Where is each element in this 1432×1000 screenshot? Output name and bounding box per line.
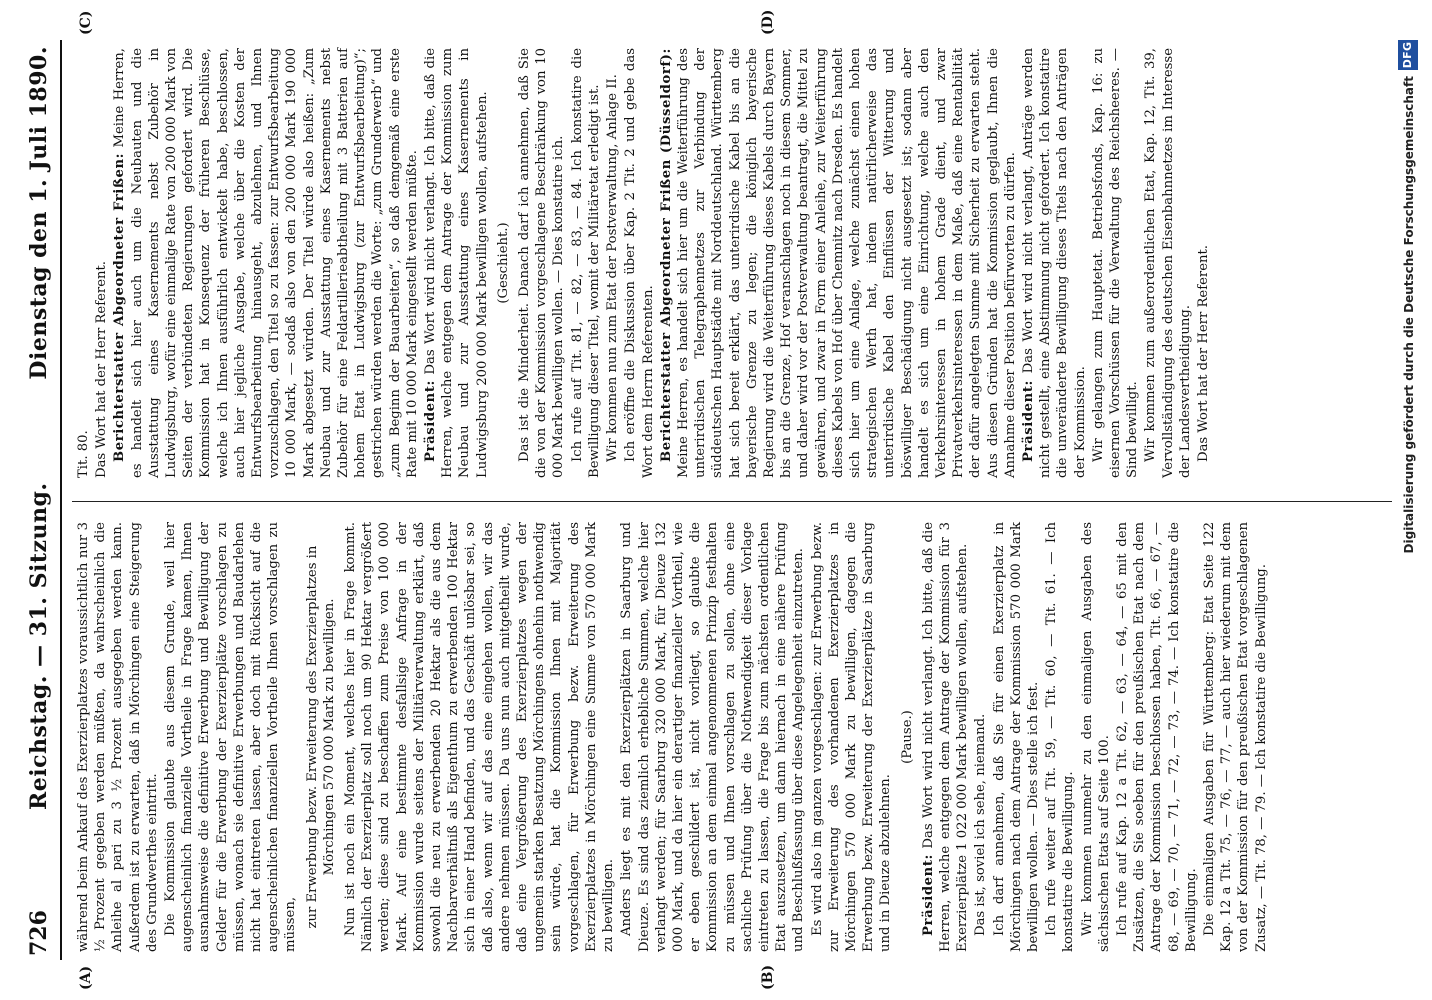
paragraph: (Pause.) — [899, 710, 915, 764]
page-number: 726 — [26, 910, 52, 956]
running-header — [18, 40, 62, 960]
paragraph: Ich eröffne die Diskussion über Kap. 2 Tit. 2 und gebe das Wort dem Herrn Referenten. — [623, 48, 656, 478]
paragraph: Anders liegt es mit den Exerzierplätzen in Saarburg und Dieuze. Es sind das ziemlich erhebliche Summen, welche hier verlangt werden; für Saarburg 320 000 Mark, für Dieuze 132 000 Mark, und da hier ein derartiger finanzieller Vortheil, wie er eben geschildert ist, nicht vorliegt, so glaubte die Kommission an dem einmal angenommenen Prinzip festhalten zu müssen und Ihnen vorschlagen zu sollen, ohne eine sachliche Prüfung über die Nothwendigkeit dieser Vorlage eintreten zu lassen, die Frage bis zum nächsten ordentlichen Etat auszusetzen, um dann hiernach in eine nähere Prüfung und Beschlußfassung über diese Angelegenheit einzutreten. — [619, 522, 807, 952]
paragraph: Die Kommission glaubte aus diesem Grunde, weil hier augenscheinlich finanzielle Vortheile in Frage kamen, Ihnen ausnahmsweise die definitive Erwerbung und Bewilligung der Gelder für die Erwerbung der Exerzierplätze vorschlagen zu müssen, wonach sie definitive Erwerbungen und Baudarlehen nicht hat eintreten lassen, aber doch mit Rücksicht auf die augenscheinlichen finanziellen Vortheile Ihnen vorschlagen zu müssen, — [163, 522, 299, 952]
paragraph: Das ist, soviel ich sehe, niemand. — [973, 713, 989, 936]
paragraph: Die einmaligen Ausgaben für Württemberg: Etat Seite 122 Kap. 12 a Tit. 75, — 76, — 77, — auch hier wiederum mit dem von der Kommission für den preußischen Etat vorgeschlagenen Zusatz, — Tit. 78, — 79. — Ich konstatire die Bewilligung. — [1202, 522, 1269, 952]
speaker-name: Präsident: — [920, 853, 936, 936]
margin-mark-b: (B) — [760, 964, 776, 990]
left-text-column — [75, 522, 1271, 952]
margin-mark-d: (D) — [760, 9, 776, 35]
speaker-name: Präsident: — [1020, 379, 1036, 462]
session-date: Dienstag den 1. Juli 1890. — [26, 46, 52, 380]
speaker-paragraph: Präsident: Das Wort wird nicht verlangt, Anträge werden nicht gestellt, eine Abstimmung nicht gefordert. Ich konstatire die unveränderte Bewilligung dieses Titels nach den Anträgen der Kommission. — [1020, 48, 1088, 478]
speaker-paragraph: Präsident: Das Wort wird nicht verlangt. Ich bitte, daß die Herren, welche entgegen dem Antrage der Kommission zum Neubau und zur Ausstattung eines Kasernements in Ludwigsburg 200 000 Mark bewilligen wollen, aufstehen. — [423, 48, 490, 478]
paragraph: während beim Ankauf des Exerzierplatzes voraussichtlich nur 3 ½ Prozent gegeben werden müßten, da wahrscheinlich die Anleihe al pari zu 3 ½ Prozent ausgegeben werden kann. Außerdem ist zu erwarten, daß in Mörchingen eine Steigerung des Grundwerthes eintritt. — [76, 522, 160, 952]
paragraph: Ich rufe auf Tit. 81, — 82, — 83, — 84. Ich konstatire die Bewilligung dieser Titel, womit der Militäretat erledigt ist. — [569, 48, 602, 478]
speaker-paragraph: Berichterstatter Abgeordneter Frißen: Meine Herren, es handelt sich hier auch um die Neubauten und die Ausstattung eines Kasernements nebst Zubehör in Ludwigsburg, wofür eine einmalige Rate von 200 000 Mark von Seiten der verbündeten Regierungen gefordert wird. Die Kommission hat in Konsequenz der früheren Beschlüsse, welche ich Ihnen ausführlich entwickelt habe, beschlossen, auch hier jegliche Ausgabe, welche über die Kosten der Entwurfsbearbeitung hinausgeht, abzulehnen, und Ihnen vorzuschlagen, den Titel so zu fassen: zur Entwurfsbearbeitung 10 000 Mark, — sodaß also von den 200 000 Mark 190 000 Mark abgesetzt würden. Der Titel würde also heißen: „Zum Neubau und zur Ausstattung eines Kasernements nebst Zubehör für eine Feldartillerieabtheilung mit 3 Batterien auf hohem Etat in Ludwigsburg (zur Entwurfsbearbeitung)“; gestrichen würden werden die Worte: „zum Grunderwerb“ und „zum Beginn der Bauarbeiten“, so daß demgemäß eine erste Rate mit 10 000 Mark eingestellt werden müßte. — [112, 48, 420, 478]
speaker-paragraph: Präsident: Das Wort wird nicht verlangt. Ich bitte, daß die Herren, welche entgegen dem Antrage der Kommission für 3 Exerzierplätze 1 022 000 Mark bewilligen wollen, aufstehen. — [920, 522, 971, 952]
paragraph: (Geschieht.) — [495, 222, 511, 304]
paragraph: Tit. 80. — [76, 430, 91, 478]
margin-mark-a: (A) — [78, 965, 94, 990]
digitization-note: Digitalisierung gefördert durch die Deutsche Forschungsgemeinschaft — [1402, 76, 1416, 554]
digitization-footer — [1398, 40, 1422, 960]
speaker-name: Berichterstatter Abgeordneter Frißen: — [112, 152, 128, 462]
paragraph: Nun ist noch ein Moment, welches hier in Frage kommt. Nämlich der Exerzierplatz soll noch um 90 Hektar vergrößert werden; diese sind zu beschaffen zum Preise von 100 000 Mark. Auf eine bestimmte desfallsige Anfrage in der Kommission wurde seitens der Militärverwaltung erklärt, daß sowohl die neu zu erwerbenden 20 Hektar als die aus dem Nachbarverhältniß als Eigenthum zu erwerbenden 100 Hektar sich in einer Hand befinden, und das Geschäft unlösbar sei, so daß also, wenn wir auf das eine eingehen wollen, wir das andere nehmen müssen. Da uns nun auch mitgetheilt wurde, daß eine Vergrößerung des Exerzierplatzes wegen der ungemein starken Besatzung Mörchingens ohnehin nothwendig sein würde, hat die Kommission Ihnen mit Majorität vorgeschlagen, für Erwerbung bezw. Erweiterung des Exerzierplatzes in Mörchingen eine Summe von 570 000 Mark zu bewilligen. — [343, 522, 617, 952]
right-text-column — [75, 48, 1213, 478]
paragraph: Ich darf annehmen, daß Sie für einen Exerzierplatz in Mörchingen nach dem Antrage der Kommission 570 000 Mark bewilligen wollen. — Dies stelle ich fest. — [991, 522, 1041, 952]
paragraph: Wir kommen zum außerordentlichen Etat, Kap. 12, Tit. 39, Vervollständigung des deutschen Eisenbahnnetzes im Interesse der Landesvertheidigung. — [1143, 48, 1193, 478]
paragraph: Wir kommen nunmehr zu den einmaligen Ausgaben des sächsischen Etats auf Seite 100. — [1079, 522, 1112, 952]
column-divider — [72, 501, 1392, 502]
session-title: Reichstag. — 31. Sitzung. — [26, 482, 52, 810]
paragraph: Wir gelangen zum Hauptetat. Betriebsfonds, Kap. 16: zu eisernen Vorschüssen für die Verwaltung des Reichsheeres. — Sind bewilligt. — [1090, 48, 1141, 478]
speaker-name: Präsident: — [423, 379, 439, 462]
paragraph: Wir kommen nun zum Etat der Postverwaltung, Anlage II. — [605, 74, 621, 462]
paragraph: Das Wort hat der Herr Referent. — [94, 261, 110, 478]
paragraph: Ich rufe auf Kap. 12 a Tit. 62, — 63, — 64, — 65 mit den Zusätzen, die Sie soeben für den preußischen Etat nach dem Antrage der Kommission beschlossen haben, Tit. 66, — 67, — 68, — 69, — 70, — 71, — 72, — 73, — 74. — Ich konstatire die Bewilligung. — [1114, 522, 1199, 952]
margin-mark-c: (C) — [78, 10, 94, 35]
paragraph: zur Erwerbung bezw. Erweiterung des Exerzierplatzes in Mörchingen 570 000 Mark zu bewilligen. — [304, 545, 337, 929]
paragraph: Das Wort hat der Herr Referent. — [1196, 245, 1211, 462]
paragraph: Es wird also im ganzen vorgeschlagen: zur Erwerbung bezw. zur Erweiterung des vorhandenen Exerzierplatzes in Mörchingen 570 000 Mark zu bewilligen, dagegen die Erwerbung bezw. Erweiterung der Exerzierplätze in Saarburg und in Dieuze abzulehnen. — [809, 522, 894, 952]
dfg-logo: DFG — [1398, 40, 1418, 70]
paragraph: Ich rufe weiter auf Tit. 59, — Tit. 60, — Tit. 61. — Ich konstatire die Bewilligung. — [1044, 522, 1077, 952]
paragraph: Das ist die Minderheit. Danach darf ich annehmen, daß Sie die von der Kommission vorgeschlagene Beschränkung von 10 000 Mark bewilligen wollen. — Dies konstatire ich. — [517, 48, 567, 478]
speaker-paragraph: Berichterstatter Abgeordneter Frißen (Düsseldorf): Meine Herren, es handelt sich hier um die Weiterführung des unterirdischen Telegraphennetzes zur Verbindung der süddeutschen Hauptstädte mit Norddeutschland. Württemberg hat sich bereit erklärt, das unterirdische Kabel bis an die bayerische Grenze zu legen; die königlich bayerische Regierung wird die Weiterführung dieses Kabels durch Bayern bis an die Grenze, Hof veranschlagen noch in diesem Sommer, und daher wird vor der Postverwaltung beantragt, die Mittel zu gewähren, und zwar in Form einer Anleihe, zur Weiterführung dieses Kabels von Hof über Chemnitz nach Dresden. Es handelt sich hier um eine Anlage, welche zunächst einen hohen strategischen Werth hat, indem natürlicherweise das unterirdische Kabel den Einflüssen der Witterung und böswilliger Beschädigung nicht ausgesetzt ist; sodann aber handelt es sich um eine Einrichtung, welche auch den Verkehrsinteressen in hohem Grade dient, und zwar Privatverkehrsinteressen in dem Maße, daß eine Rentabilität der dafür angelegten Summe mit Sicherheit zu erwarten steht. Aus diesen Gründen hat die Kommission geglaubt, Ihnen die Annahme dieser Position befürworten zu dürfen. — [658, 48, 1018, 478]
speaker-name: Berichterstatter Abgeordneter Frißen (Düsseldorf): — [658, 48, 674, 462]
